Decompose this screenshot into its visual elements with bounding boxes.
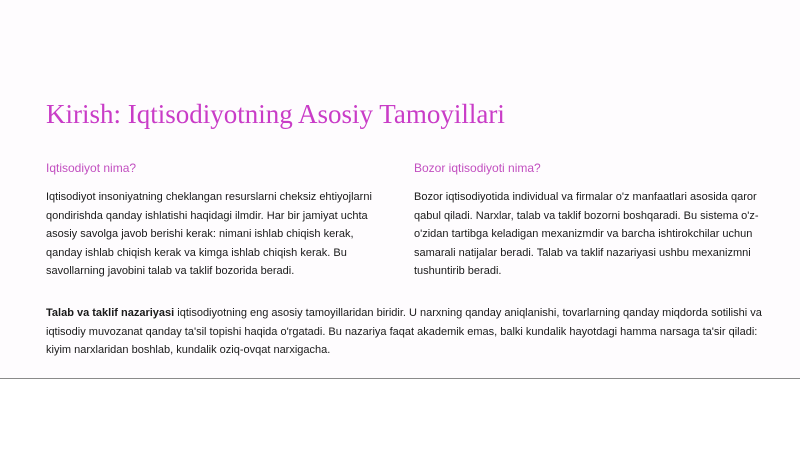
left-column — [46, 160, 391, 281]
left-column-heading: Iqtisodiyot nima? — [46, 161, 137, 175]
right-column-heading: Bozor iqtisodiyoti nima? — [414, 161, 541, 175]
left-column-text: Iqtisodiyot insoniyatning cheklangan resurslarni cheksiz ehtiyojlarni qondirishda qanday ishlatishi haqidagi ilmdir. Har bir jamiyat uchta asosiy savolga javob berishi kerak: nimani ishlab chiqish kerak, qanday ishlab chiqish kerak va kimga ishlab chiqish kerak. Bu savollarning javobini talab va taklif bozorida beradi. — [46, 191, 372, 277]
right-column-text: Bozor iqtisodiyotida individual va firmalar o'z manfaatlari asosida qaror qabul qiladi. Narxlar, talab va taklif bozorni boshqaradi. Bu sistema o'z-o'zidan tartibga keladigan mexanizmdir va barcha ishtirokchilar uchun samarali natijalar beradi. Talab va taklif nazariyasi ushbu mexanizmni tushuntirib beradi. — [414, 191, 759, 277]
bottom-paragraph — [46, 304, 766, 360]
slide-title: Kirish: Iqtisodiyotning Asosiy Tamoyillari — [46, 99, 505, 129]
right-column — [414, 160, 759, 281]
bottom-paragraph-text: iqtisodiyotning eng asosiy tamoyillaridan biridir. U narxning qanday aniqlanishi, tovarlarning qanday miqdorda sotilishi va iqtisodiy muvozanat qanday ta'sil topishi haqida o'rgatadi. Bu nazariya faqat akademik emas, balki kundalik hayotdagi hamma narsaga ta'sir qiladi: kiyim narxlaridan boshlab, kundalik oziq-ovqat narxigacha. — [46, 307, 762, 356]
below-slide-area — [0, 379, 800, 450]
bottom-paragraph-bold-lead: Talab va taklif nazariyasi — [46, 307, 175, 319]
